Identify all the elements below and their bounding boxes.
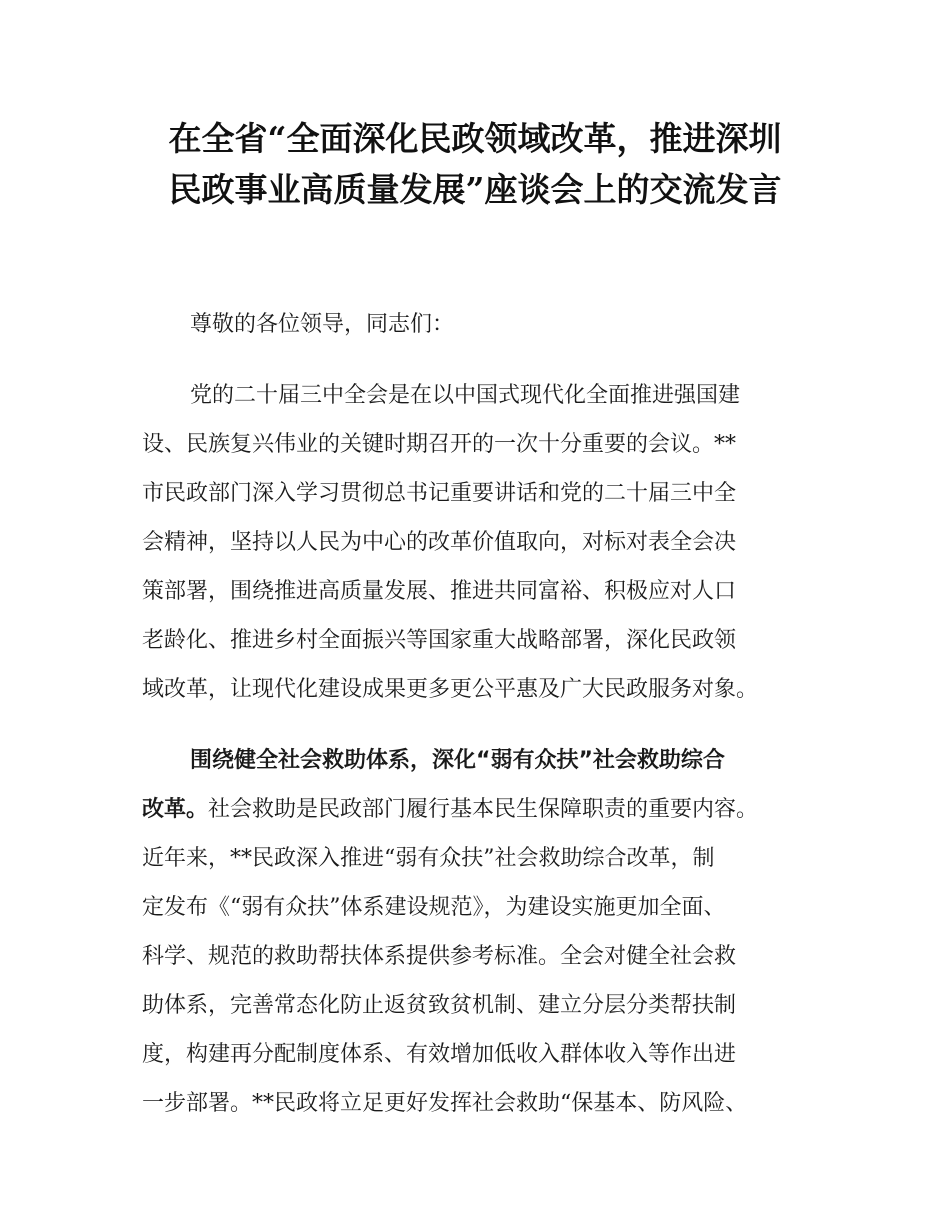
paragraph-line: 策部署，围绕推进高质量发展、推进共同富裕、积极应对人口 bbox=[142, 579, 737, 604]
paragraph-gap bbox=[142, 714, 842, 736]
paragraph-line: 助体系，完善常态化防止返贫致贫机制、建立分层分类帮扶制 bbox=[142, 993, 737, 1018]
paragraph-line: 近年来，**民政深入推进“弱有众扶”社会救助综合改革，制 bbox=[142, 846, 715, 871]
paragraph-line bbox=[142, 785, 842, 834]
title-line: 民政事业高质量发展”座谈会上的交流发言 bbox=[168, 170, 782, 209]
document-body bbox=[142, 300, 842, 1128]
paragraph-gap bbox=[142, 349, 842, 371]
paragraph-intro bbox=[142, 371, 842, 714]
paragraph-line: 度，构建再分配制度体系、有效增加低收入群体收入等作出进 bbox=[142, 1042, 737, 1067]
section-heading-end: 改革。 bbox=[142, 797, 209, 822]
paragraph-line: 会精神，坚持以人民为中心的改革价值取向，对标对表全会决 bbox=[142, 530, 737, 555]
paragraph-line: 老龄化、推进乡村全面振兴等国家重大战略部署，深化民政领 bbox=[142, 628, 737, 653]
document-title bbox=[120, 113, 830, 215]
paragraph-line: 一步部署。**民政将立足更好发挥社会救助“保基本、防风险、 bbox=[142, 1091, 748, 1116]
paragraph-social-assistance bbox=[142, 736, 842, 1128]
paragraph-line: 定发布《“弱有众扶”体系建设规范》，为建设实施更加全面、 bbox=[142, 895, 726, 920]
paragraph-line: 域改革，让现代化建设成果更多更公平惠及广大民政服务对象。 bbox=[142, 677, 759, 702]
paragraph-line: 设、民族复兴伟业的关键时期召开的一次十分重要的会议。** bbox=[142, 432, 737, 457]
paragraph-line: 党的二十届三中全会是在以中国式现代化全面推进强国建 bbox=[190, 383, 741, 408]
salutation-text: 尊敬的各位领导，同志们： bbox=[190, 312, 455, 337]
section-heading-line: 围绕健全社会救助体系，深化“弱有众扶”社会救助综合 bbox=[190, 748, 725, 773]
paragraph-line: 科学、规范的救助帮扶体系提供参考标准。全会对健全社会救 bbox=[142, 944, 737, 969]
salutation bbox=[142, 300, 842, 349]
paragraph-text: 社会救助是民政部门履行基本民生保障职责的重要内容。 bbox=[208, 797, 759, 822]
paragraph-line: 市民政部门深入学习贯彻总书记重要讲话和党的二十届三中全 bbox=[142, 481, 737, 506]
title-line: 在全省“全面深化民政领域改革，推进深圳 bbox=[168, 119, 782, 158]
